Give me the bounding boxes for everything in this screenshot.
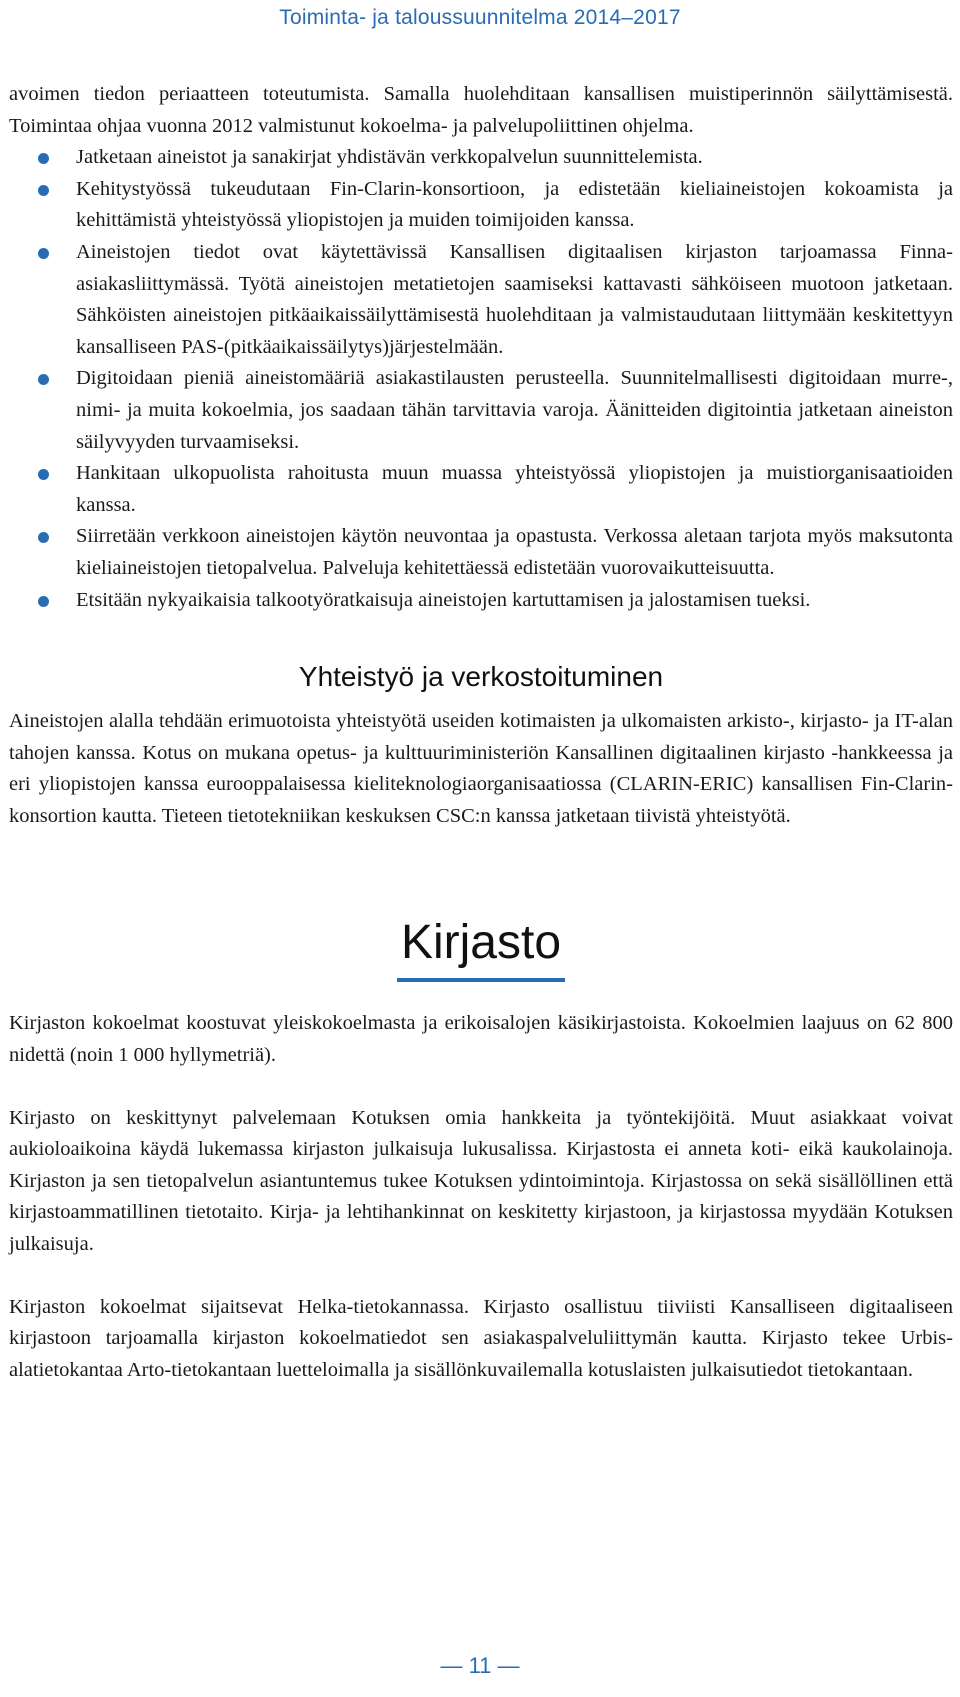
cooperation-heading: Yhteistyö ja verkostoituminen <box>298 661 664 693</box>
library-chapter-heading: Kirjasto <box>397 910 565 982</box>
library-paragraph-databases: Kirjaston kokoelmat sijaitsevat Helka-tietokannassa. Kirjasto osallistuu tiiviisti Kansalliseen digitaaliseen kirjastoon tarjoamalla kirjaston kokoelmatiedot sen asiakaspalveluliittymän kautta. Kirjasto tekee Urbis-alatietokantaa Arto-tietokantaan luetteloimalla ja sisällönkuvailemalla kotuslaisten julkaisutiedot tietokantaan. <box>9 1295 953 1381</box>
page-number: — 11 — <box>440 1653 520 1678</box>
library-paragraph-services: Kirjasto on keskittynyt palvelemaan Kotuksen omia hankkeita ja työntekijöitä. Muut asiakkaat voivat aukioloaikoina käydä lukemassa kirjaston julkaisuja lukusalissa. Kirjastosta ei anneta koti- eikä kaukolainoja. Kirjaston ja sen tietopalvelun asiantuntemus tukee Kotuksen ydintoimintoja. Kirjastossa on sekä sisällöllinen että kirjastoammatillinen tietotaito. Kirja- ja lehtihankinnat on keskitetty kirjastoon, ja kirjastossa myydään Kotuksen julkaisuja. <box>9 1106 953 1256</box>
bullet-dot-icon <box>38 185 49 196</box>
bullet-text: Siirretään verkkoon aineistojen käytön neuvontaa ja opastusta. Verkossa aletaan tarjota myös maksutonta kieliaineistojen tietopalvelua. Palveluja kehitettäessä edistetään vuorovaikutteisuutta. <box>76 525 953 579</box>
page-content <box>9 79 953 1386</box>
bullet-item <box>9 363 953 458</box>
running-header-title: Toiminta- ja taloussuunnitelma 2014–2017 <box>279 6 681 29</box>
cooperation-paragraph: Aineistojen alalla tehdään erimuotoista yhteistyötä useiden kotimaisten ja ulkomaisten arkisto-, kirjasto- ja IT-alan tahojen kanssa. Kotus on mukana opetus- ja kulttuuriministeriön Kansallinen digitaalinen kirjasto -hankkeessa ja eri yliopistojen kanssa eurooppalaisessa kieliteknologiaorganisaatiossa (CLARIN-ERIC) kansallisen Fin-Clarin-konsortion kautta. Tieteen tietotekniikan keskuksen CSC:n kanssa jatketaan tiivistä yhteistyötä. <box>9 710 953 827</box>
intro-paragraph: avoimen tiedon periaatteen toteutumista. Samalla huolehditaan kansallisen muistiperinnön säilyttämisestä. Toimintaa ohjaa vuonna 2012 valmistunut kokoelma- ja palvelupoliittinen ohjelma. <box>9 83 953 137</box>
bullet-dot-icon <box>38 248 49 259</box>
bullet-dot-icon <box>38 153 49 164</box>
bullet-dot-icon <box>38 596 49 607</box>
paragraph-spacer <box>9 1072 953 1103</box>
bullet-item <box>9 458 953 521</box>
bullet-text: Hankitaan ulkopuolista rahoitusta muun muassa yhteistyössä yliopistojen ja muistiorganisaatioiden kanssa. <box>76 462 953 516</box>
bullet-list <box>9 142 953 616</box>
bullet-dot-icon <box>38 532 49 543</box>
paragraph-spacer <box>9 1261 953 1292</box>
bullet-dot-icon <box>38 374 49 385</box>
bullet-text: Etsitään nykyaikaisia talkootyöratkaisuja aineistojen kartuttamisen ja jalostamisen tueksi. <box>76 588 811 611</box>
bullet-item <box>9 174 953 237</box>
bullet-item <box>9 142 953 174</box>
bullet-text: Kehitystyössä tukeudutaan Fin-Clarin-konsortioon, ja edistetään kieliaineistojen kokoamista ja kehittämistä yhteistyössä yliopistojen ja muiden toimijoiden kanssa. <box>76 177 953 232</box>
bullet-item <box>9 585 953 617</box>
chapter-heading-wrap <box>9 910 953 982</box>
bullet-dot-icon <box>38 469 49 480</box>
bullet-text: Digitoidaan pieniä aineistomääriä asiakastilausten perusteella. Suunnitelmallisesti digitoidaan murre-, nimi- ja muita kokoelmia, jos saadaan tähän tarvittavia varoja. Äänitteiden digitointia jatketaan aineiston säilyvyyden turvaamiseksi. <box>76 367 953 453</box>
bullet-text: Aineistojen tiedot ovat käytettävissä Kansallisen digitaalisen kirjaston tarjoamassa Finna-asiakasliittymässä. Työtä aineistojen metatietojen saamiseksi kattavasti sähköiseen muotoon jatketaan. Sähköisten aineistojen pitkäaikaissäilyttämisestä huolehditaan ja valmistaudutaan liittymään keskitettyyn kansalliseen PAS-(pitkäaikaissäilytys)järjestelmään. <box>76 240 953 358</box>
bullet-item <box>9 237 953 363</box>
bullet-item <box>9 521 953 584</box>
library-paragraph-collections: Kirjaston kokoelmat koostuvat yleiskokoelmasta ja erikoisalojen käsikirjastoista. Kokoelmien laajuus on 62 800 nidettä (noin 1 000 hyllymetriä). <box>9 1012 953 1067</box>
bullet-text: Jatketaan aineistot ja sanakirjat yhdistävän verkkopalvelun suunnittelemista. <box>76 146 703 169</box>
